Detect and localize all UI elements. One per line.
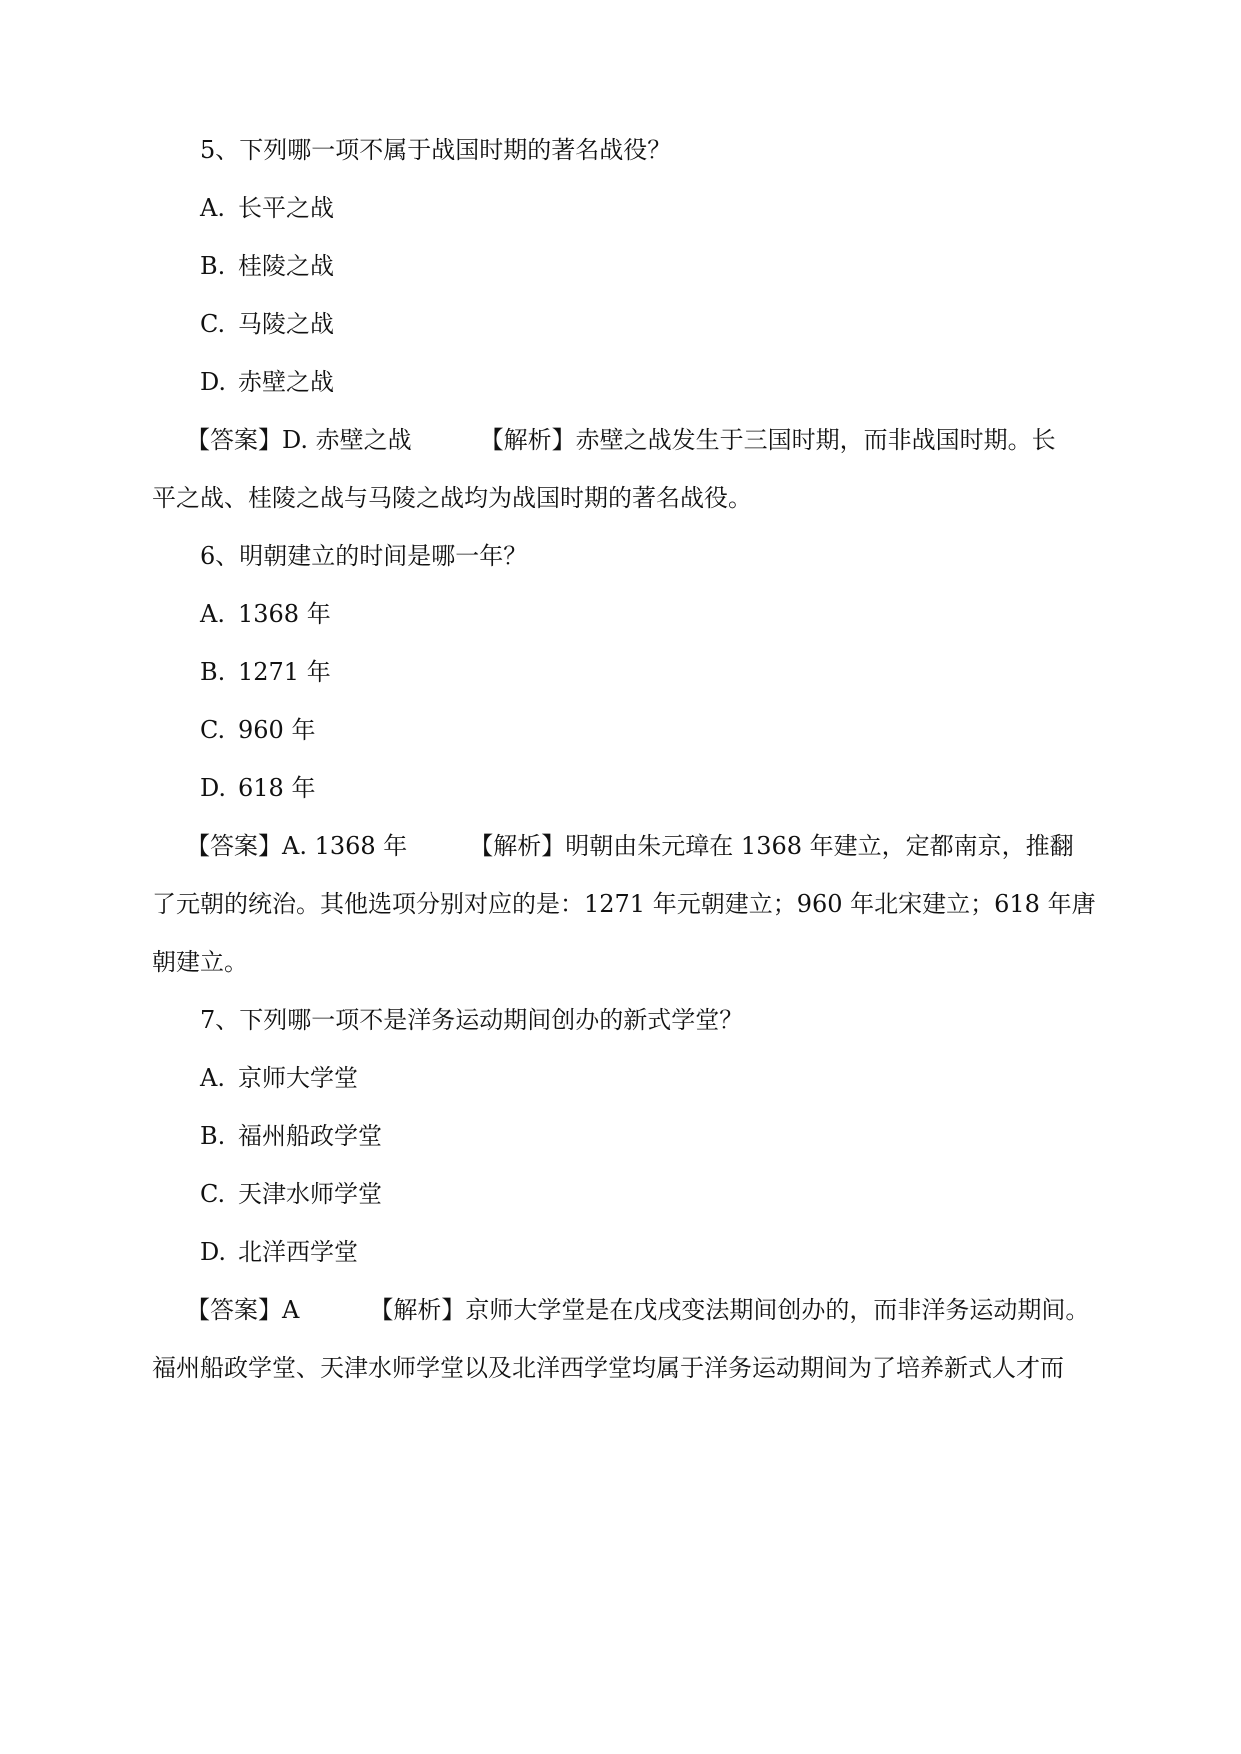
question-5-option-b: [200, 250, 1142, 282]
option-text: 960 年: [238, 716, 316, 744]
answer-value: A. 1368 年: [282, 832, 408, 860]
analysis-text: 赤壁之战发生于三国时期，而非战国时期。长: [575, 426, 1056, 454]
question-5-option-d: [200, 366, 1142, 398]
option-letter: B.: [200, 1122, 226, 1150]
analysis-text: 京师大学堂是在戊戌变法期间创办的，而非洋务运动期间。: [465, 1296, 1090, 1324]
option-letter: D.: [200, 368, 227, 396]
question-5-stem: 5、下列哪一项不属于战国时期的著名战役？: [200, 136, 672, 164]
question-7-option-c: [200, 1178, 1142, 1210]
option-letter: D.: [200, 1238, 227, 1266]
option-text: 赤壁之战: [238, 368, 334, 396]
question-7-option-d: [200, 1236, 1142, 1268]
question-5-option-a: [200, 192, 1142, 224]
option-text: 马陵之战: [238, 310, 334, 338]
option-letter: B.: [200, 252, 226, 280]
answer-tag: 【答案】: [186, 1296, 282, 1324]
answer-value: A: [282, 1296, 300, 1324]
option-letter: C.: [200, 716, 226, 744]
option-letter: C.: [200, 1180, 226, 1208]
answer-tag: 【答案】: [186, 426, 282, 454]
option-text: 618 年: [238, 774, 316, 802]
option-letter: A.: [200, 194, 225, 222]
option-text: 长平之战: [238, 194, 334, 222]
option-text: 京师大学堂: [238, 1064, 358, 1092]
analysis-tag: 【解析】: [469, 832, 566, 860]
question-6-option-b: [200, 656, 1142, 688]
question-7-analysis-line-2: 福州船政学堂、天津水师学堂以及北洋西学堂均属于洋务运动期间为了培养新式人才而: [152, 1354, 1064, 1382]
option-letter: A.: [200, 1064, 225, 1092]
question-6-option-d: [200, 772, 1142, 804]
option-text: 天津水师学堂: [238, 1180, 382, 1208]
option-letter: C.: [200, 310, 226, 338]
analysis-text: 明朝由朱元璋在 1368 年建立，定都南京，推翻: [565, 832, 1074, 860]
question-6-analysis-line-3: 朝建立。: [152, 948, 248, 976]
question-6-option-a: [200, 598, 1142, 630]
option-text: 1271 年: [238, 658, 331, 686]
question-6-option-c: [200, 714, 1142, 746]
option-text: 北洋西学堂: [238, 1238, 358, 1266]
option-letter: B.: [200, 658, 226, 686]
option-letter: D.: [200, 774, 227, 802]
question-5-option-c: [200, 308, 1142, 340]
question-7-stem: 7、下列哪一项不是洋务运动期间创办的新式学堂？: [200, 1006, 744, 1034]
option-text: 福州船政学堂: [238, 1122, 382, 1150]
analysis-tag: 【解析】: [369, 1296, 466, 1324]
question-6-answer-line: [186, 830, 1094, 862]
question-7-answer-line: [186, 1294, 1094, 1326]
answer-tag: 【答案】: [186, 832, 282, 860]
option-text: 1368 年: [238, 600, 331, 628]
question-5-answer-line: [186, 424, 1094, 456]
question-7-option-a: [200, 1062, 1142, 1094]
option-text: 桂陵之战: [238, 252, 334, 280]
question-6-stem: 6、明朝建立的时间是哪一年？: [200, 542, 528, 570]
question-7-option-b: [200, 1120, 1142, 1152]
question-6-analysis-line-2: 了元朝的统治。其他选项分别对应的是：1271 年元朝建立；960 年北宋建立；618 年唐: [152, 890, 1096, 918]
option-letter: A.: [200, 600, 225, 628]
question-5-analysis-line-2: 平之战、桂陵之战与马陵之战均为战国时期的著名战役。: [152, 484, 752, 512]
analysis-tag: 【解析】: [479, 426, 576, 454]
answer-value: D. 赤壁之战: [282, 426, 412, 454]
